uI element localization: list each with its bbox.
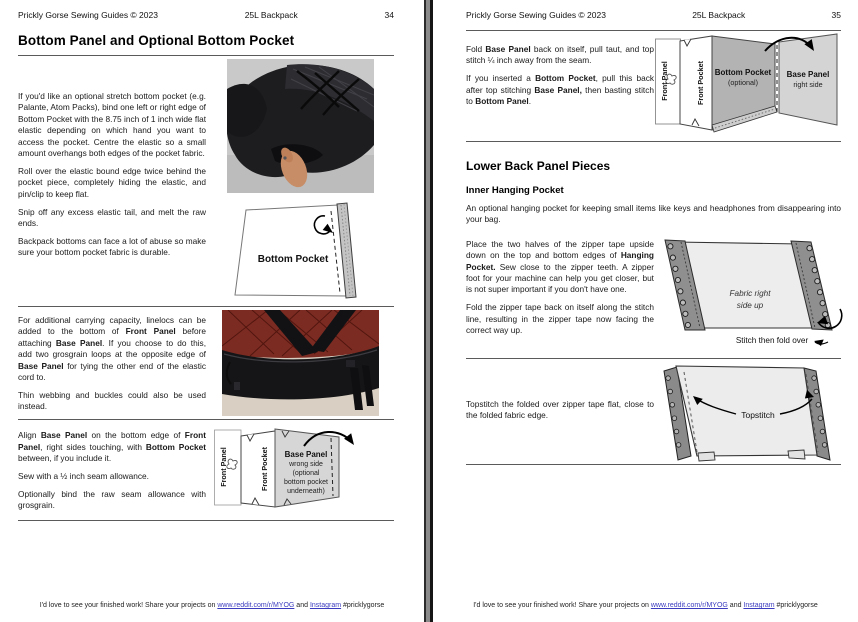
page-gutter-divider (424, 0, 433, 622)
paragraph (466, 239, 654, 296)
text-segment: between, if you include it. (18, 453, 112, 464)
text-segment: Place the two halves of the zipper tape upside down on the top and bottom edges of (466, 238, 654, 261)
diagram-bottom-pocket (230, 202, 370, 299)
text-segment: For additional carrying capacity, linelocs can be added to the bottom of (18, 315, 206, 337)
header-doc-title: 25L Backpack (692, 10, 746, 20)
front-panel-label: Front Panel (219, 447, 228, 488)
paragraph (18, 489, 206, 512)
text-segment: . If you choose to do this, add two grosgrain loops at the opposite edge of (18, 337, 206, 360)
text-segment: for tying the other end of the elastic cord to. (18, 360, 206, 383)
text-segment: Front Panel (125, 326, 176, 337)
text-segment: Hanging Pocket. (466, 250, 654, 272)
diagram-fold-base-panel (655, 33, 840, 135)
text-segment: Base Panel, (534, 84, 582, 95)
fabric-label-line2: side up (736, 300, 764, 310)
figure-column (654, 359, 854, 464)
section-linelocs (18, 307, 394, 419)
text-segment: Thin webbing and buckles could also be used instead. (18, 389, 206, 412)
text-segment: Backpack bottoms can face a lot of abuse so make sure your bottom pocket fabric is durable. (18, 235, 206, 258)
text-column (18, 307, 206, 419)
page-footer (433, 602, 858, 609)
front-panel-label: Front Panel (660, 61, 669, 101)
diagram-zipper-stitch (654, 239, 854, 352)
base-panel-label: Base Panel (786, 70, 830, 79)
paragraph (466, 44, 654, 67)
text-segment: , right sides touching, with (40, 441, 146, 452)
text-column (18, 420, 206, 520)
page-footer (0, 602, 424, 609)
section-fold-base-panel (466, 31, 841, 141)
front-pocket-shape (680, 36, 712, 130)
front-pocket-label: Front Pocket (260, 447, 269, 492)
base-panel-sub: (optional (292, 470, 320, 478)
text-segment: Snip off any excess elastic tail, and melt the raw ends. (18, 206, 206, 229)
heading-lower-back-panel: Lower Back Panel Pieces (466, 159, 611, 173)
section-zipper-tape (466, 239, 841, 358)
footer-link[interactable]: www.reddit.com/r/MYOG (650, 602, 728, 609)
text-segment: before attaching (18, 326, 206, 348)
page-title: Bottom Panel and Optional Bottom Pocket (18, 33, 295, 48)
text-segment: Base Panel (55, 337, 103, 348)
text-segment: Base Panel (485, 44, 531, 54)
text-segment: then basting stitch to (466, 84, 654, 107)
section-divider (466, 464, 841, 465)
base-panel-sub: wrong side (289, 461, 323, 469)
text-segment: Roll over the elastic bound edge twice behind the pocket piece, completely hiding the elastic, and pin/clip to keep flat. (18, 165, 206, 199)
header-publisher: Prickly Gorse Sewing Guides © 2023 (18, 10, 158, 20)
folded-tab-right (788, 450, 805, 459)
base-panel-shape (779, 34, 837, 125)
page-header (18, 10, 394, 20)
front-pocket-label: Front Pocket (696, 61, 705, 105)
pocket-label: Bottom Pocket (257, 254, 329, 265)
text-segment: Sew with a ½ inch seam allowance. (18, 470, 149, 481)
base-panel-label: Base Panel (284, 450, 328, 460)
topstitch-caption: Topstitch (741, 409, 775, 420)
figure-column (206, 420, 394, 520)
photo-bottom-pocket-in-use (227, 59, 374, 193)
text-segment: , pull this back after top stitching (466, 73, 655, 95)
paragraph (18, 236, 206, 259)
text-segment: and (727, 602, 744, 609)
folded-tab-left (698, 452, 715, 461)
bottom-pocket-sub: (optional) (728, 78, 758, 87)
front-panel-shape (656, 39, 681, 124)
section-topstitch (466, 359, 841, 464)
text-segment: I'd love to see your finished work! Share your projects on (473, 602, 651, 609)
pocket-fabric-shape (235, 205, 347, 296)
base-panel-sub: bottom pocket (284, 479, 328, 487)
text-segment: . (528, 96, 532, 107)
heading-inner-hanging-pocket: Inner Hanging Pocket (466, 185, 564, 196)
text-segment: Align (18, 430, 41, 441)
text-segment: Topstitch the folded over zipper tape flat, close to the folded fabric edge. (466, 398, 654, 421)
section-bottom-pocket (18, 56, 394, 306)
paragraph (18, 91, 206, 159)
diagram-topstitch (654, 363, 854, 463)
bottom-pocket-label: Bottom Pocket (714, 68, 772, 77)
figure-column (206, 307, 394, 419)
paragraph (466, 399, 654, 422)
caption-arrow (813, 337, 828, 346)
text-column (466, 359, 654, 464)
text-segment: An optional hanging pocket for keeping small items like keys and headphones from disappearing into your bag. (466, 203, 841, 225)
page-34 (0, 0, 424, 622)
figure-column (206, 56, 394, 306)
text-segment: back on itself, pull taut, and top stitch ¼ inch away from the seam. (466, 44, 654, 66)
page-35 (433, 0, 858, 622)
section-divider (466, 141, 841, 142)
text-segment: I'd love to see your finished work! Share your projects on (39, 602, 218, 609)
page-number: 34 (384, 10, 394, 20)
figure-column (654, 31, 841, 141)
section-align-base-panel (18, 420, 394, 520)
text-segment: Bottom Panel (475, 96, 529, 107)
paragraph (18, 471, 206, 482)
diagram-base-panel-assembly (214, 424, 364, 517)
text-segment: Bottom Pocket (535, 73, 596, 84)
header-doc-title: 25L Backpack (244, 10, 298, 20)
text-segment: #pricklygorse (341, 602, 385, 609)
front-pocket-shape (241, 431, 275, 507)
stitch-caption: Stitch then fold over (735, 335, 809, 345)
text-segment: If you inserted a (466, 73, 536, 84)
text-segment: and (294, 602, 310, 609)
page-number: 35 (831, 10, 841, 20)
fabric-label-line1: Fabric right (729, 288, 771, 298)
text-segment: Base Panel (40, 430, 88, 441)
front-panel-shape (215, 430, 242, 505)
text-segment: If you'd like an optional stretch bottom pocket (e.g. Palante, Atom Packs), bind one left or right edge of Bottom Pocket with the 8.75 inch of 1 inch wide flat elastic depending on which hand you want to access the pocket. Centre the elastic so a small amount overhangs both edges of the pocket fabric. (18, 91, 206, 159)
base-panel-sub: right side (793, 80, 823, 89)
text-segment: #pricklygorse (774, 602, 818, 609)
footer-link[interactable]: Instagram (743, 602, 775, 609)
text-segment: Base Panel (18, 360, 64, 371)
text-segment: Sew close to the zipper teeth. A zipper foot for your machine can help you get closer, but is not super important if you don't have one. (466, 261, 654, 295)
figure-column (654, 239, 854, 358)
base-panel-shape (275, 429, 339, 507)
paragraph (18, 390, 206, 413)
paragraph (18, 207, 206, 230)
text-segment: Fold the zipper tape back on itself along the stitch line, resulting in the zipper tape now facing the correct way up. (466, 302, 654, 336)
text-segment: Optionally bind the raw seam allowance with grosgrain. (18, 488, 206, 511)
text-segment: on the bottom edge of (87, 430, 185, 441)
text-segment: Bottom Pocket (145, 441, 206, 452)
intro-paragraph (466, 203, 841, 226)
paragraph (18, 430, 206, 464)
header-publisher: Prickly Gorse Sewing Guides © 2023 (466, 10, 606, 20)
text-segment: Fold (466, 44, 486, 54)
bottom-pocket-shape (712, 36, 777, 132)
page-header (466, 10, 841, 20)
paragraph (466, 302, 654, 336)
text-segment: Front Panel (18, 430, 206, 452)
paragraph (18, 166, 206, 200)
text-column (466, 31, 654, 141)
paragraph (466, 73, 654, 107)
footer-link[interactable]: www.reddit.com/r/MYOG (217, 602, 295, 609)
section-divider (18, 520, 394, 521)
text-column (466, 239, 654, 358)
footer-link[interactable]: Instagram (309, 602, 342, 609)
photo-base-panel-linelocs (222, 310, 379, 416)
mesh-and-straps-shape (222, 310, 379, 358)
base-panel-sub: underneath) (287, 488, 325, 496)
text-column (18, 56, 206, 306)
paragraph (18, 315, 206, 383)
